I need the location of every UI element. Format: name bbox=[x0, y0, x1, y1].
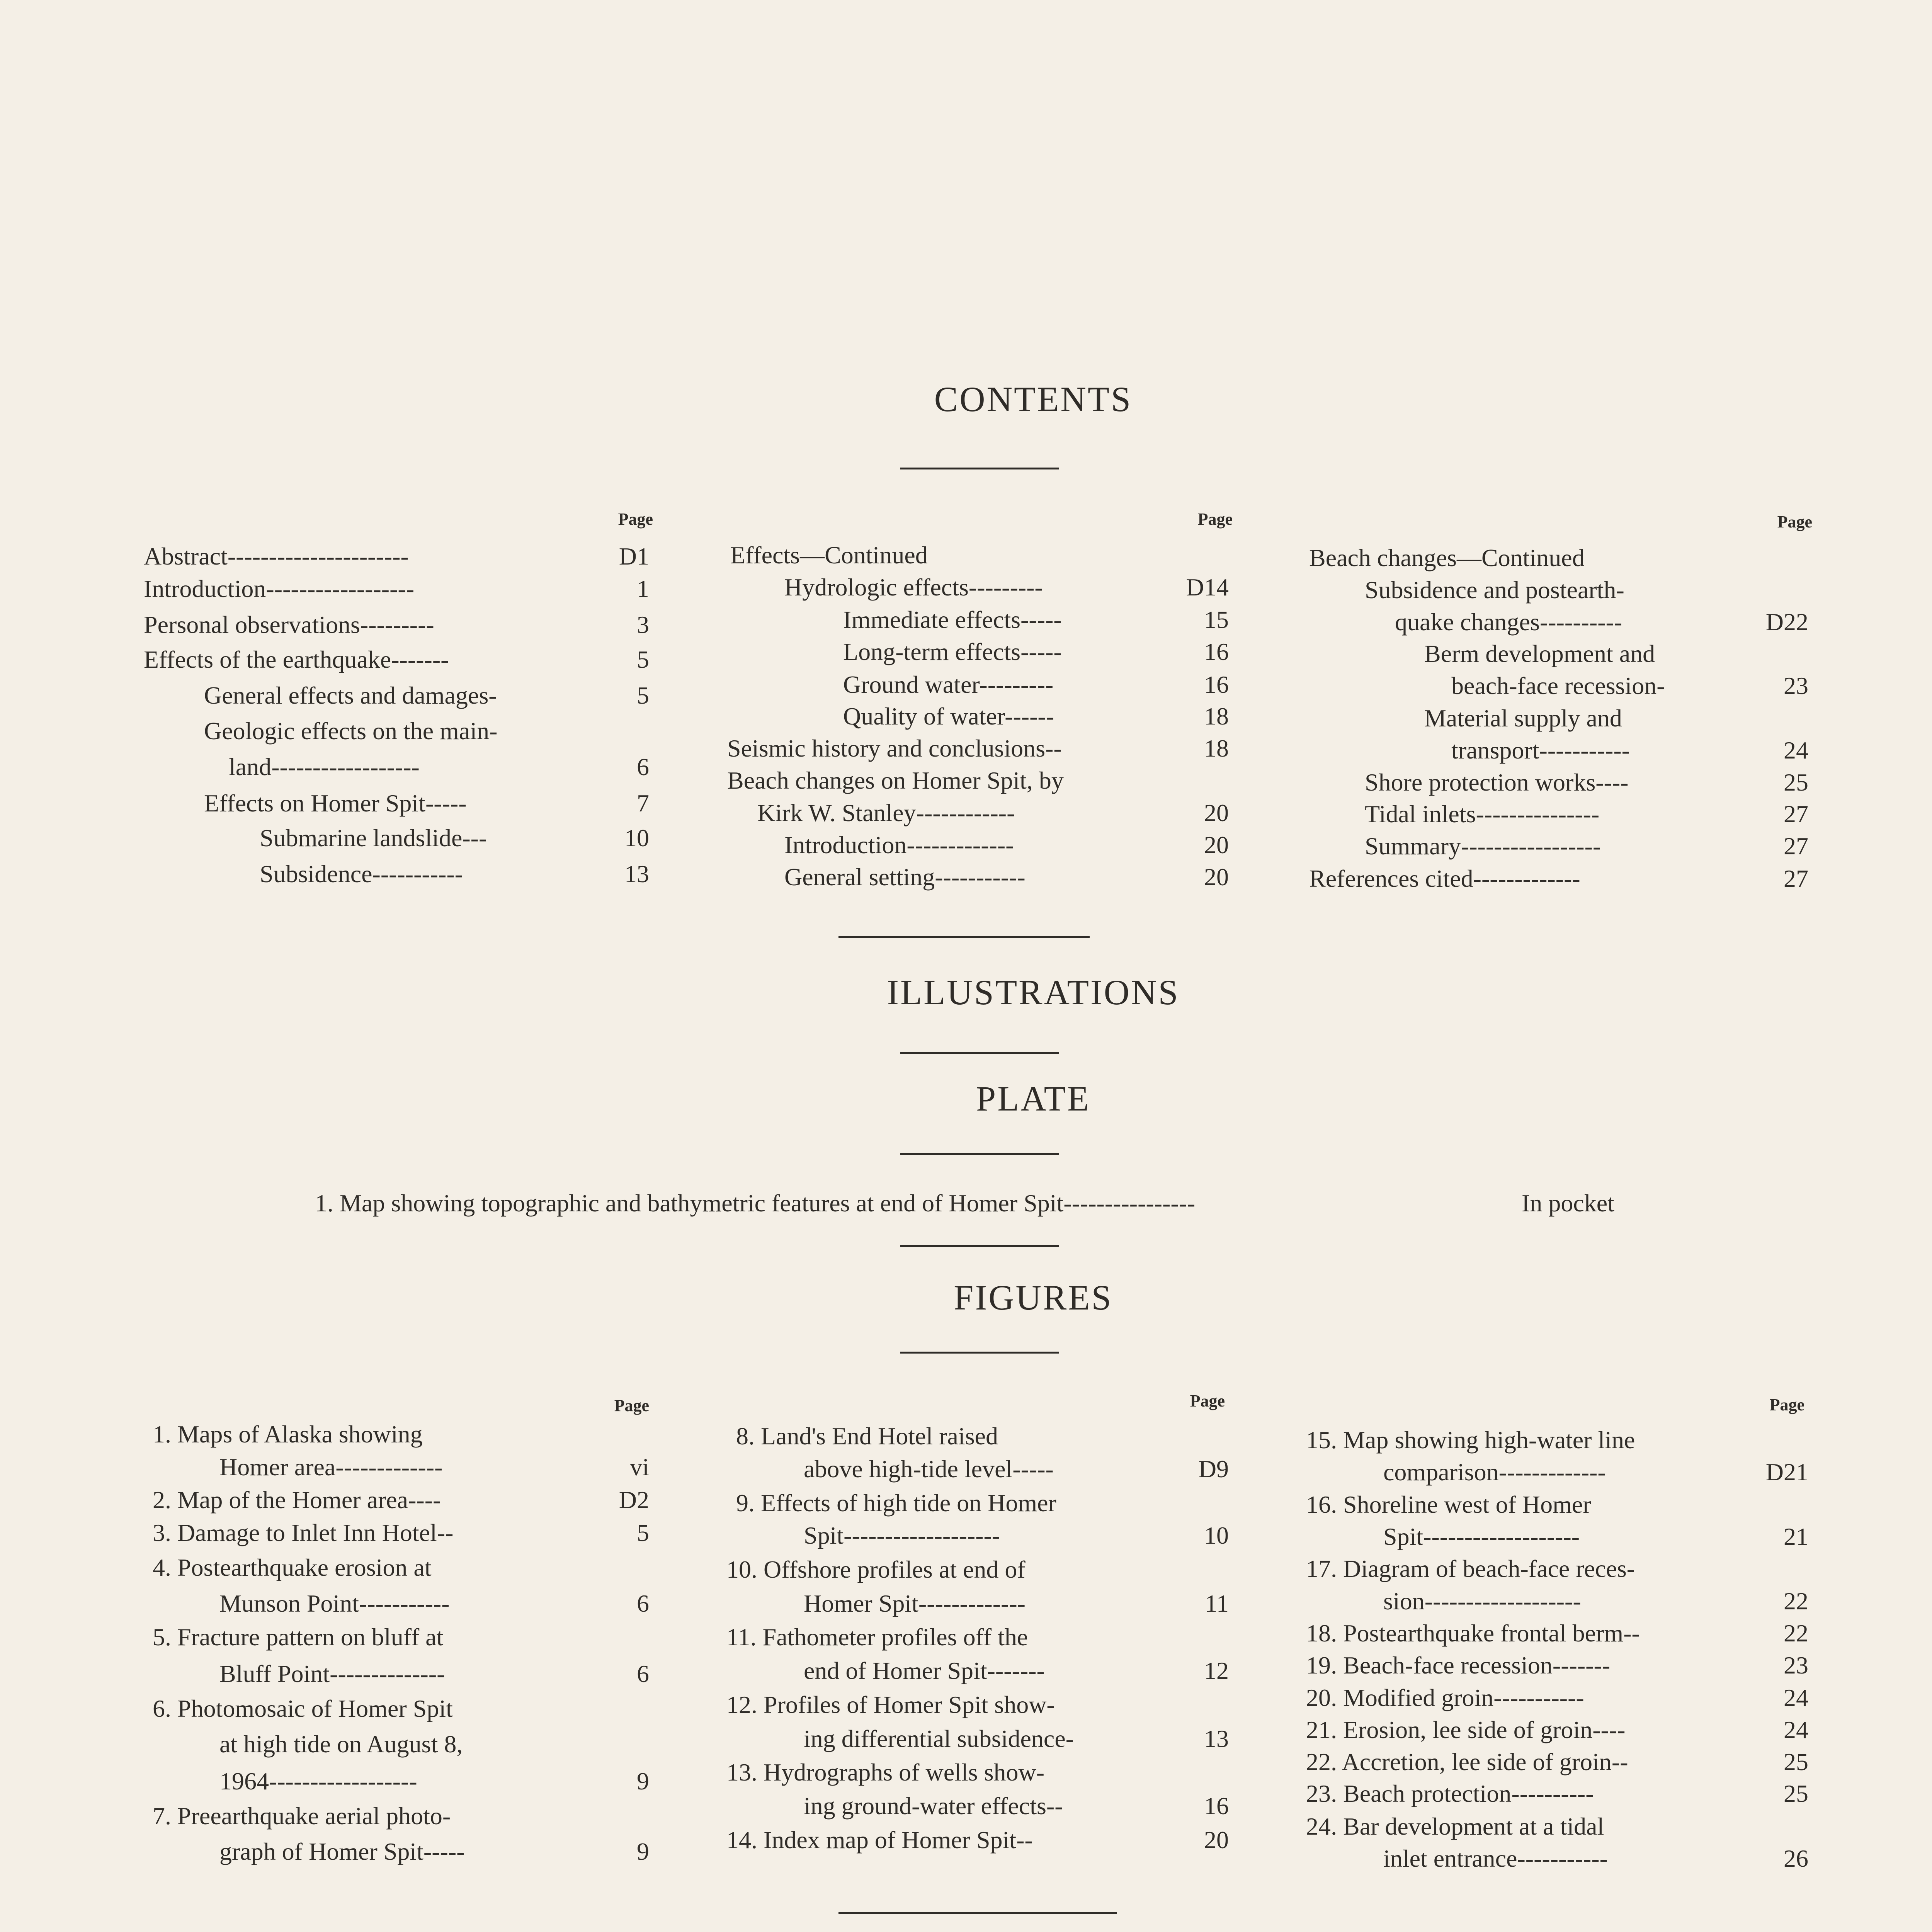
figure-entry: 4. Postearthquake erosion at bbox=[153, 1554, 432, 1581]
figure-entry: graph of Homer Spit----- bbox=[219, 1838, 465, 1865]
toc-page: D14 bbox=[1186, 573, 1229, 601]
toc-entry: General setting----------- bbox=[784, 863, 1026, 891]
toc-entry: Shore protection works---- bbox=[1365, 769, 1629, 796]
figure-page: 20 bbox=[1204, 1826, 1229, 1854]
figure-entry: 3. Damage to Inlet Inn Hotel-- bbox=[153, 1519, 454, 1546]
toc-entry: land------------------ bbox=[229, 753, 420, 781]
figure-entry: 7. Preearthquake aerial photo- bbox=[153, 1802, 451, 1830]
toc-page: 7 bbox=[637, 789, 649, 817]
figure-entry: 18. Postearthquake frontal berm-- bbox=[1306, 1619, 1640, 1647]
figure-page: 11 bbox=[1205, 1590, 1229, 1617]
toc-entry: Material supply and bbox=[1424, 704, 1622, 732]
toc-page: 20 bbox=[1204, 863, 1229, 891]
figure-entry: sion------------------- bbox=[1383, 1587, 1581, 1615]
toc-page: 24 bbox=[1784, 736, 1808, 764]
toc-page: 6 bbox=[637, 753, 649, 781]
plate-entry: 1. Map showing topographic and bathymetric features at end of Homer Spit---------------- bbox=[315, 1189, 1196, 1217]
divider bbox=[900, 1052, 1059, 1054]
toc-entry: Beach changes—Continued bbox=[1309, 544, 1585, 571]
page-column-label: Page bbox=[618, 510, 653, 529]
figure-entry: 15. Map showing high-water line bbox=[1306, 1426, 1635, 1454]
toc-entry: Personal observations--------- bbox=[144, 611, 434, 638]
figure-page: 23 bbox=[1784, 1651, 1808, 1679]
toc-entry: Abstract---------------------- bbox=[144, 543, 409, 570]
figure-page: D9 bbox=[1198, 1455, 1229, 1483]
figure-page: 6 bbox=[637, 1590, 649, 1617]
figure-entry: 14. Index map of Homer Spit-- bbox=[726, 1826, 1033, 1854]
toc-page: 18 bbox=[1204, 735, 1229, 762]
toc-page: 20 bbox=[1204, 799, 1229, 827]
figure-page: 24 bbox=[1784, 1684, 1808, 1711]
toc-entry: Hydrologic effects--------- bbox=[784, 573, 1043, 601]
illustrations-heading: ILLUSTRATIONS bbox=[887, 973, 1180, 1012]
plate-page: In pocket bbox=[1522, 1189, 1614, 1217]
divider bbox=[900, 1245, 1059, 1247]
figure-entry: 19. Beach-face recession------- bbox=[1306, 1651, 1611, 1679]
figure-entry: 17. Diagram of beach-face reces- bbox=[1306, 1555, 1635, 1582]
toc-page: 13 bbox=[624, 860, 649, 888]
toc-entry: Effects on Homer Spit----- bbox=[204, 789, 467, 817]
toc-page: 5 bbox=[637, 646, 649, 673]
toc-entry: Introduction------------------ bbox=[144, 575, 414, 602]
page-column-label: Page bbox=[1777, 512, 1812, 531]
figure-entry: 20. Modified groin----------- bbox=[1306, 1684, 1584, 1711]
figure-entry: 23. Beach protection---------- bbox=[1306, 1780, 1594, 1807]
figure-entry: 16. Shoreline west of Homer bbox=[1306, 1491, 1591, 1518]
toc-page: 25 bbox=[1784, 769, 1808, 796]
toc-entry: Berm development and bbox=[1424, 640, 1655, 667]
toc-entry: beach-face recession- bbox=[1451, 672, 1665, 699]
toc-entry: Beach changes on Homer Spit, by bbox=[727, 767, 1064, 794]
figure-entry: 6. Photomosaic of Homer Spit bbox=[153, 1695, 453, 1722]
figure-page: D2 bbox=[619, 1486, 649, 1514]
toc-entry: Ground water--------- bbox=[843, 671, 1054, 698]
figure-page: 25 bbox=[1784, 1780, 1808, 1807]
toc-page: 10 bbox=[624, 824, 649, 852]
contents-heading: CONTENTS bbox=[934, 379, 1133, 419]
figures-heading: FIGURES bbox=[954, 1278, 1113, 1317]
toc-entry: quake changes---------- bbox=[1395, 608, 1622, 636]
page-column-label: Page bbox=[1197, 510, 1233, 529]
figure-entry: 8. Land's End Hotel raised bbox=[736, 1422, 998, 1450]
figure-entry: Homer area------------- bbox=[219, 1453, 443, 1481]
figure-entry: 5. Fracture pattern on bluff at bbox=[153, 1623, 444, 1651]
figure-page: 12 bbox=[1204, 1657, 1229, 1684]
divider bbox=[900, 1352, 1059, 1354]
toc-page: D1 bbox=[619, 543, 649, 570]
divider bbox=[900, 468, 1059, 469]
figure-entry: comparison------------- bbox=[1383, 1458, 1606, 1486]
figure-page: 21 bbox=[1784, 1523, 1808, 1550]
toc-entry: Kirk W. Stanley------------ bbox=[757, 799, 1015, 827]
toc-entry: Quality of water------ bbox=[843, 702, 1054, 730]
toc-entry: Submarine landslide--- bbox=[260, 824, 487, 852]
toc-page: 1 bbox=[637, 575, 649, 602]
plate-heading: PLATE bbox=[976, 1079, 1090, 1118]
toc-page: 18 bbox=[1204, 702, 1229, 730]
figure-page: 24 bbox=[1784, 1716, 1808, 1743]
figure-page: D21 bbox=[1765, 1458, 1808, 1486]
figure-page: 16 bbox=[1204, 1792, 1229, 1820]
divider bbox=[838, 936, 1090, 938]
toc-page: 23 bbox=[1784, 672, 1808, 699]
page-column-label: Page bbox=[1190, 1391, 1225, 1410]
figure-page: 10 bbox=[1204, 1522, 1229, 1549]
figure-entry: end of Homer Spit------- bbox=[804, 1657, 1045, 1684]
figure-page: 9 bbox=[637, 1838, 649, 1865]
figure-entry: inlet entrance----------- bbox=[1383, 1845, 1608, 1872]
toc-entry: References cited------------- bbox=[1309, 865, 1580, 892]
figure-entry: at high tide on August 8, bbox=[219, 1730, 463, 1758]
toc-entry: Subsidence----------- bbox=[260, 860, 463, 888]
figure-page: 6 bbox=[637, 1660, 649, 1687]
figure-entry: 11. Fathometer profiles off the bbox=[726, 1623, 1028, 1651]
toc-entry: General effects and damages- bbox=[204, 682, 497, 709]
figure-entry: above high-tide level----- bbox=[804, 1455, 1054, 1483]
toc-entry: Tidal inlets--------------- bbox=[1365, 800, 1600, 828]
figure-page: vi bbox=[630, 1453, 649, 1481]
figure-entry: Spit------------------- bbox=[804, 1522, 1000, 1549]
page-column-label: Page bbox=[614, 1396, 649, 1415]
toc-page: 27 bbox=[1784, 800, 1808, 828]
toc-page: 27 bbox=[1784, 832, 1808, 860]
toc-page: 27 bbox=[1784, 865, 1808, 892]
toc-entry: Seismic history and conclusions-- bbox=[727, 735, 1062, 762]
divider bbox=[900, 1153, 1059, 1155]
figure-page: 13 bbox=[1204, 1725, 1229, 1752]
toc-entry: transport----------- bbox=[1451, 736, 1630, 764]
toc-page: 15 bbox=[1204, 606, 1229, 633]
divider bbox=[838, 1912, 1117, 1914]
toc-page: 3 bbox=[637, 611, 649, 638]
toc-page: 16 bbox=[1204, 671, 1229, 698]
figure-entry: 1964------------------ bbox=[219, 1767, 417, 1795]
figure-page: 9 bbox=[637, 1767, 649, 1795]
figure-page: 5 bbox=[637, 1519, 649, 1546]
figure-entry: Munson Point----------- bbox=[219, 1590, 450, 1617]
figure-entry: ing differential subsidence- bbox=[804, 1725, 1074, 1752]
toc-entry: Introduction------------- bbox=[784, 831, 1014, 859]
figure-entry: 13. Hydrographs of wells show- bbox=[726, 1759, 1044, 1786]
page-column-label: Page bbox=[1769, 1395, 1804, 1414]
figure-entry: 10. Offshore profiles at end of bbox=[726, 1556, 1026, 1583]
figure-entry: 12. Profiles of Homer Spit show- bbox=[726, 1691, 1055, 1718]
toc-entry: Effects of the earthquake------- bbox=[144, 646, 449, 673]
figure-entry: 24. Bar development at a tidal bbox=[1306, 1813, 1604, 1840]
figure-entry: Homer Spit------------- bbox=[804, 1590, 1026, 1617]
figure-page: 26 bbox=[1784, 1845, 1808, 1872]
toc-page: D22 bbox=[1765, 608, 1808, 636]
toc-page: 20 bbox=[1204, 831, 1229, 859]
figure-entry: Bluff Point-------------- bbox=[219, 1660, 445, 1687]
toc-entry: Immediate effects----- bbox=[843, 606, 1062, 633]
figure-entry: 2. Map of the Homer area---- bbox=[153, 1486, 441, 1514]
figure-entry: 21. Erosion, lee side of groin---- bbox=[1306, 1716, 1626, 1743]
figure-entry: 22. Accretion, lee side of groin-- bbox=[1306, 1748, 1628, 1776]
toc-entry: Effects—Continued bbox=[730, 541, 928, 569]
figure-entry: 1. Maps of Alaska showing bbox=[153, 1420, 423, 1448]
figure-entry: ing ground-water effects-- bbox=[804, 1792, 1063, 1820]
figure-page: 25 bbox=[1784, 1748, 1808, 1776]
toc-page: 16 bbox=[1204, 638, 1229, 665]
toc-entry: Long-term effects----- bbox=[843, 638, 1062, 665]
figure-entry: Spit------------------- bbox=[1383, 1523, 1580, 1550]
figure-entry: 9. Effects of high tide on Homer bbox=[736, 1489, 1056, 1517]
toc-page: 5 bbox=[637, 682, 649, 709]
figure-page: 22 bbox=[1784, 1587, 1808, 1615]
figure-page: 22 bbox=[1784, 1619, 1808, 1647]
toc-entry: Summary----------------- bbox=[1365, 832, 1601, 860]
toc-entry: Subsidence and postearth- bbox=[1365, 576, 1624, 604]
toc-entry: Geologic effects on the main- bbox=[204, 717, 498, 745]
